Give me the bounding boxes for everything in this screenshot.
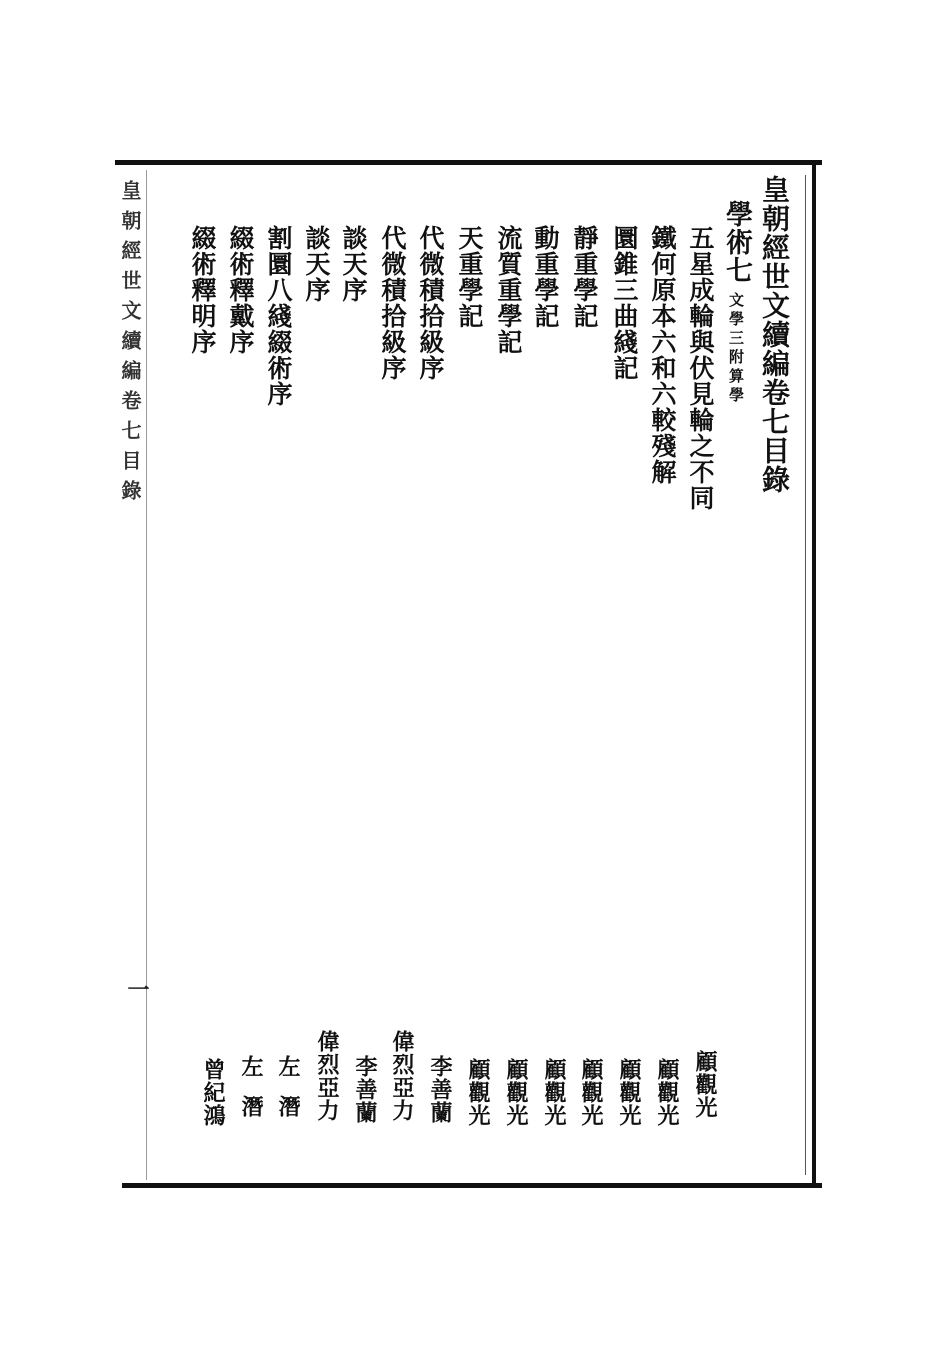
right-border-rule: [812, 160, 816, 1188]
entry-author: 顧觀光: [578, 1058, 604, 1127]
entry-title: 代微積拾級序: [378, 225, 407, 381]
entry-author: 曾紀鴻: [200, 1058, 226, 1127]
entry-author: 顧觀光: [616, 1058, 642, 1127]
entry-title: 靜重學記: [570, 225, 599, 329]
bottom-border-rule: [122, 1183, 822, 1188]
section-subtitle: 文學三附算學: [727, 292, 745, 406]
right-inner-rule: [805, 175, 806, 1175]
entry-title: 流質重學記: [494, 225, 523, 355]
entry-title: 天重學記: [455, 225, 484, 329]
entry-author: 顧觀光: [541, 1058, 567, 1127]
entry-author: 李善蘭: [427, 1055, 453, 1124]
entry-author: 左潛: [238, 1055, 264, 1135]
left-border-rule: [146, 170, 147, 1180]
entry-title: 代微積拾級序: [416, 225, 445, 381]
entry-title: 動重學記: [531, 225, 560, 329]
entry-title: 五星成輪與伏見輪之不同: [686, 225, 715, 511]
section-heading: [723, 200, 750, 406]
section-title: 學術七: [721, 200, 752, 284]
entry-author: 偉烈亞力: [389, 1030, 415, 1122]
entry-title: 談天序: [302, 225, 331, 303]
entry-author: 顧觀光: [503, 1058, 529, 1127]
entry-author: 偉烈亞力: [314, 1030, 340, 1122]
top-border-rule: [115, 160, 822, 165]
entry-title: 綴術釋戴序: [226, 225, 255, 355]
entry-title: 鐵何原本六和六較殘解: [648, 225, 677, 485]
entry-author: 顧觀光: [692, 1050, 718, 1119]
entry-author: 顧觀光: [654, 1058, 680, 1127]
page-number: 一: [124, 978, 150, 1000]
book-title: 皇朝經世文續編卷七目錄: [758, 175, 791, 494]
entry-author: 顧觀光: [465, 1058, 491, 1127]
entry-title: 圜錐三曲綫記: [610, 225, 639, 381]
fore-edge-title: 皇朝經世文續編卷七目錄: [118, 180, 142, 510]
entry-title: 割圜八綫綴術序: [264, 225, 293, 407]
entry-title: 綴術釋明序: [188, 225, 217, 355]
entry-title: 談天序: [339, 225, 368, 303]
entry-author: 左潛: [275, 1055, 301, 1135]
entry-author: 李善蘭: [352, 1055, 378, 1124]
